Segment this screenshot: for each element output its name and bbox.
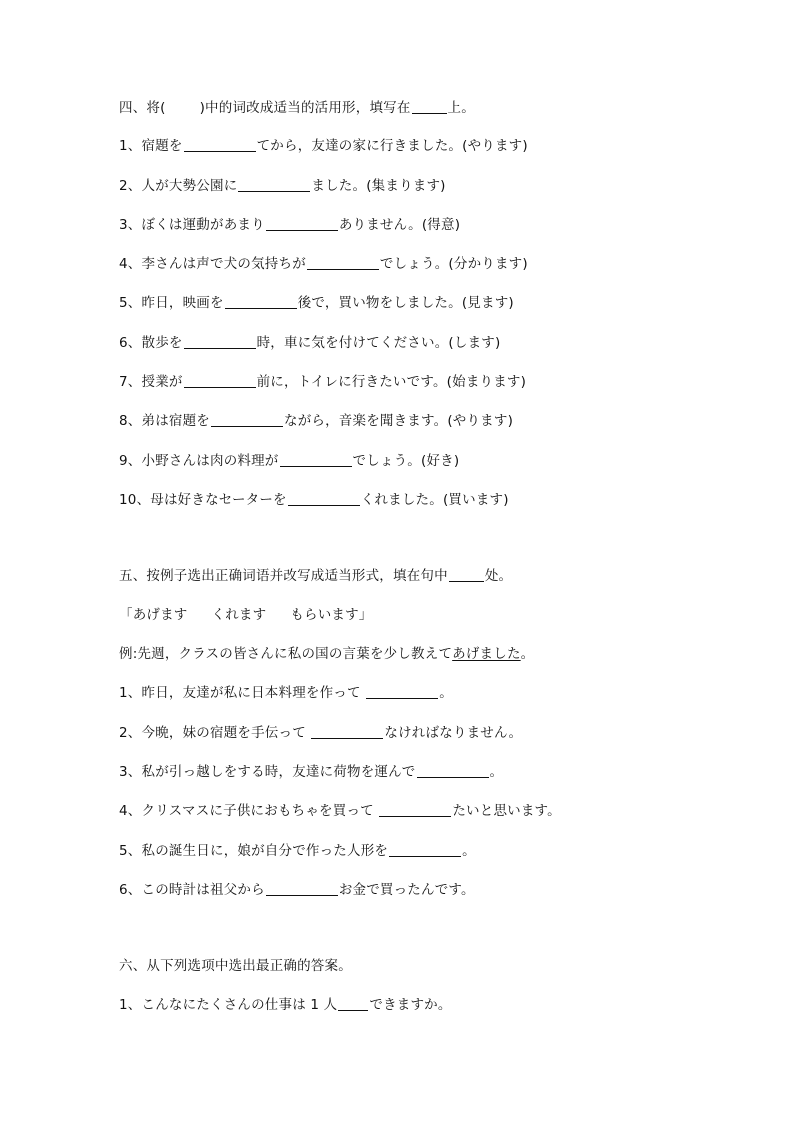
item-text: 前に，トイレに行きたいです。(始まります) [256,374,527,390]
item-number: 9、 [119,453,142,469]
question-item [119,452,459,470]
question-item [119,373,526,391]
question-item [119,881,475,899]
item-text: ました。(集まります) [311,178,446,194]
item-text: 散歩を [141,335,183,351]
heading-text: 四、将( [119,100,166,116]
section6-heading [119,957,352,975]
answer-blank[interactable] [311,724,383,739]
item-number: 8、 [119,413,142,429]
item-text: 母は好きなセーターを [150,492,287,508]
choice-item: 「あげます [119,607,188,623]
item-text: 私の誕生日に，娘が自分で作った人形を [141,843,389,859]
answer-blank[interactable] [266,216,338,231]
item-text: でしょう。(好き) [352,453,460,469]
example-text: 例:先週，クラスの皆さんに私の国の言葉を少し教えて [119,646,453,662]
question-item [119,294,514,312]
section5-heading [119,567,512,585]
question-item [119,684,453,702]
item-text: 授業が [141,374,183,390]
answer-blank[interactable] [307,255,379,270]
answer-blank[interactable] [184,334,256,349]
item-text: 昨日，友達が私に日本料理を作って [141,685,366,701]
item-text: 宿題を [141,138,183,154]
question-item [119,491,509,509]
item-text: ぼくは運動があまり [141,217,265,233]
question-item [119,842,476,860]
item-text: 小野さんは肉の料理が [141,453,279,469]
question-item [119,334,500,352]
choice-item: もらいます」 [290,607,373,623]
item-text: 私が引っ越しをする時，友達に荷物を運んで [141,764,416,780]
answer-blank[interactable] [449,567,484,582]
item-text: できますか。 [369,997,452,1013]
heading-text: 五、按例子选出正确词语并改写成适当形式，填在句中 [119,568,448,584]
answer-blank[interactable] [379,802,451,817]
item-text: 弟は宿題を [141,413,210,429]
item-text: 。 [439,685,453,701]
item-number: 5、 [119,295,142,311]
answer-blank[interactable] [238,177,310,192]
item-text: ありません。(得意) [338,217,461,233]
item-text: クリスマスに子供におもちゃを買って [141,803,379,819]
choice-list [119,606,373,624]
item-text: この時計は祖父から [141,882,265,898]
answer-blank[interactable] [266,881,338,896]
question-item [119,177,446,195]
item-text: お金で買ったんです。 [338,882,475,898]
question-item [119,412,513,430]
item-text: 時，車に気を付けてください。(します) [256,335,501,351]
answer-blank[interactable] [389,842,461,857]
section4-heading [119,99,475,117]
heading-text: )中的词改成适当的活用形，填写在 [199,100,411,116]
item-text: てから，友達の家に行きました。(やります) [256,138,528,154]
answer-blank[interactable] [184,137,256,152]
item-text: なければなりません。 [384,725,523,741]
item-text: 李さんは声で犬の気持ちが [141,256,306,272]
item-text: 1、こんなにたくさんの仕事は 1 人 [119,997,338,1013]
item-number: 10、 [119,492,151,508]
item-text: 。 [462,843,476,859]
item-text: 昨日，映画を [141,295,224,311]
item-number: 6、 [119,335,142,351]
item-number: 3、 [119,217,142,233]
answer-blank[interactable] [366,684,438,699]
item-number: 3、 [119,764,142,780]
heading-text: 六、从下列选项中选出最正确的答案。 [119,958,352,974]
item-number: 6、 [119,882,142,898]
answer-blank[interactable] [338,996,368,1011]
question-item [119,137,528,155]
item-text: ながら，音楽を聞きます。(やります) [284,413,514,429]
choice-item: くれます [211,607,267,623]
item-number: 4、 [119,803,142,819]
item-number: 7、 [119,374,142,390]
answer-blank[interactable] [184,373,256,388]
answer-blank[interactable] [412,99,447,114]
item-text: くれました。(買います) [360,492,509,508]
question-item [119,255,528,273]
item-text: たいと思います。 [452,803,561,819]
answer-blank[interactable] [225,294,297,309]
question-item [119,216,460,234]
question-item [119,996,452,1014]
example-sentence [119,645,534,663]
question-item [119,802,561,820]
answer-blank[interactable] [288,491,360,506]
question-item [119,763,503,781]
item-number: 1、 [119,138,142,154]
answer-blank[interactable] [211,412,283,427]
heading-text: 上。 [447,100,475,116]
item-text: 人が大勢公園に [141,178,238,194]
item-number: 5、 [119,843,142,859]
heading-text: 处。 [484,568,513,584]
item-text: 後で，買い物をしました。(見ます) [297,295,514,311]
item-number: 1、 [119,685,142,701]
item-text: 。 [489,764,504,780]
item-text: でしょう。(分かります) [379,256,528,272]
answer-blank[interactable] [280,452,352,467]
example-text: 。 [520,646,535,662]
item-text: 今晩，妹の宿題を手伝って [141,725,311,741]
item-number: 2、 [119,178,142,194]
answer-blank[interactable] [417,763,489,778]
item-number: 2、 [119,725,142,741]
example-answer: あげました [452,646,521,662]
item-number: 4、 [119,256,142,272]
question-item [119,724,522,742]
